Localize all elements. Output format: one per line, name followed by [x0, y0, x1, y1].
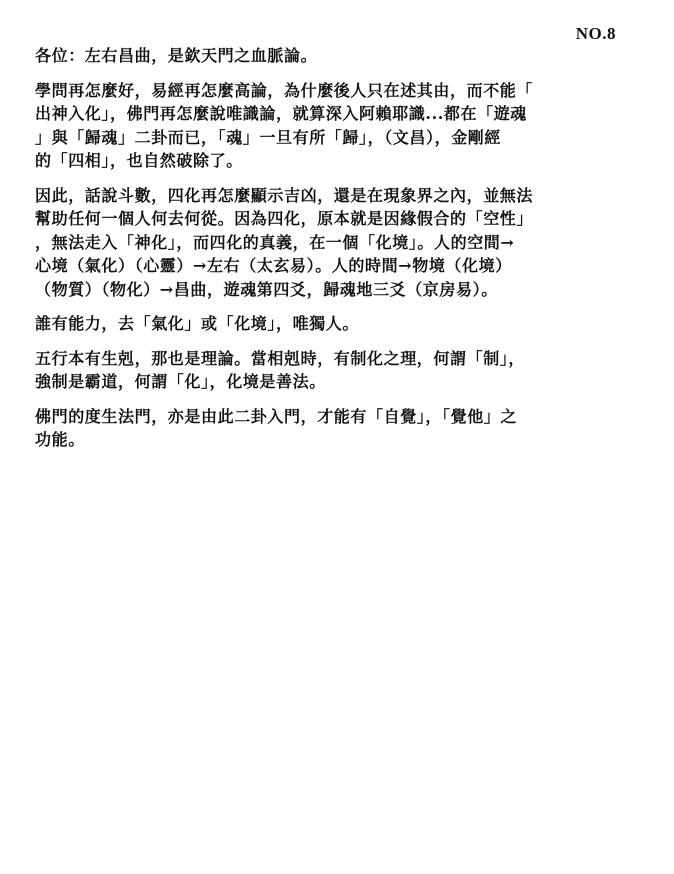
document-body: [35, 44, 625, 463]
text-line: 各位：左右昌曲，是欽天門之血脈論。: [35, 46, 318, 65]
paragraph-buddhist-gate: [35, 405, 625, 452]
text-line: 佛門的度生法門，亦是由此二卦入門，才能有「自覺」，「覺他」之: [35, 406, 518, 426]
paragraph-five-elements: [35, 347, 625, 394]
text-line: 心境（氣化）（心靈）→左右（太玄易）。人的時間→物境（化境）: [35, 256, 512, 275]
text-line: （物質）（物化）→昌曲，遊魂第四爻，歸魂地三爻（京房易）。: [35, 279, 498, 299]
text-line: 出神入化」，佛門再怎麼說唯識論，就算深入阿賴耶識...都在「遊魂: [35, 104, 527, 123]
text-line: 功能。: [35, 430, 85, 449]
text-line: 因此，話說斗數，四化再怎麼顯示吉凶，還是在現象界之內，並無法: [35, 185, 534, 205]
paragraph-learning: [35, 79, 625, 173]
text-line: ，無法走入「神化」，而四化的真義，在一個「化境」。人的空間→: [35, 232, 515, 252]
text-line: 強制是霸道，何謂「化」，化境是善法。: [35, 372, 326, 391]
text-line: 的「四相」，也自然破除了。: [35, 151, 243, 170]
text-line: 五行本有生剋，那也是理論。當相剋時，有制化之理，何謂「制」，: [35, 348, 526, 368]
text-line: 學問再怎麼好，易經再怎麼高論，為什麼後人只在述其由，而不能「: [35, 80, 534, 100]
paragraph-four-transformations: [35, 184, 625, 302]
paragraph-who-can: [35, 312, 625, 336]
paragraph-greeting: [35, 44, 625, 68]
text-line: 」與「歸魂」二卦而已，「魂」一旦有所「歸」，（文昌），金剛經: [35, 127, 502, 147]
text-line: 誰有能力，去「氣化」或「化境」，唯獨人。: [35, 314, 360, 333]
page-number: NO.8: [575, 24, 616, 43]
text-line: 幫助任何一個人何去何從。因為四化，原本就是因緣假合的「空性」: [35, 209, 534, 228]
